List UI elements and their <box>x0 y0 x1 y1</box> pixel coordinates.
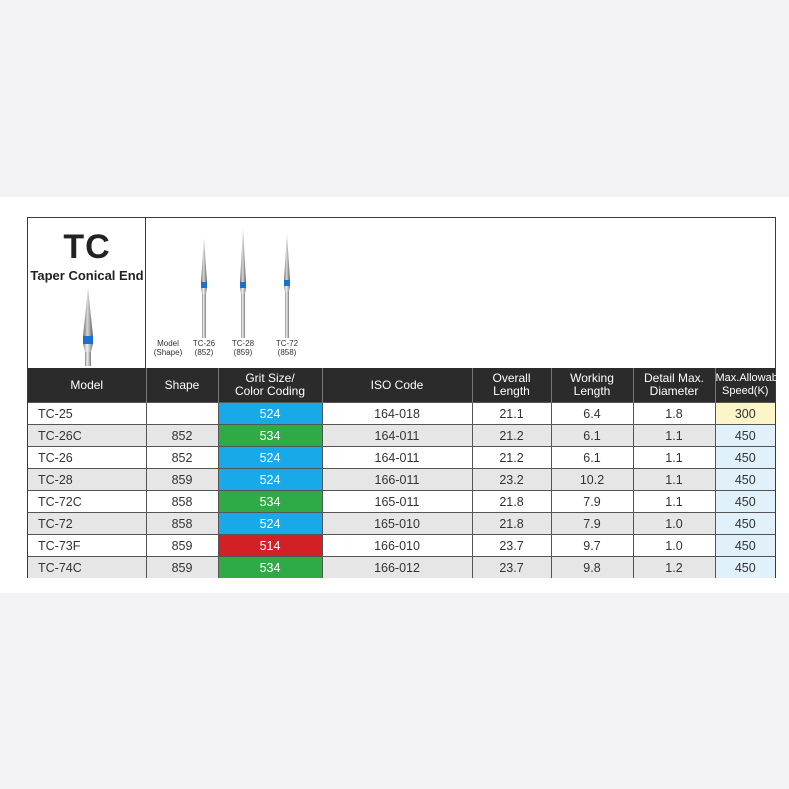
table-row <box>28 469 775 491</box>
cell-grit: 524 <box>218 513 322 535</box>
table-row <box>28 491 775 513</box>
bur-tc28-label: TC-28 (859) <box>231 339 255 357</box>
cell-speed: 450 <box>715 557 775 579</box>
cell-grit: 534 <box>218 557 322 579</box>
cell-working: 9.7 <box>551 535 633 557</box>
cell-speed: 450 <box>715 491 775 513</box>
col-speed: Max.Allowable Speed(K) <box>715 368 775 403</box>
cell-diameter: 1.1 <box>633 447 715 469</box>
col-overall-length: Overall Length <box>472 368 551 403</box>
table-row <box>28 447 775 469</box>
cell-overall: 21.2 <box>472 425 551 447</box>
cell-shape: 859 <box>146 535 218 557</box>
cell-model: TC-74C <box>28 557 146 579</box>
cell-shape: 858 <box>146 513 218 535</box>
cell-model: TC-28 <box>28 469 146 491</box>
cell-diameter: 1.1 <box>633 491 715 513</box>
table-row <box>28 403 775 425</box>
cell-model: TC-72 <box>28 513 146 535</box>
cell-model: TC-25 <box>28 403 146 425</box>
cell-overall: 23.7 <box>472 557 551 579</box>
bur-tc72-image <box>280 234 294 338</box>
cell-working: 7.9 <box>551 491 633 513</box>
cell-speed: 450 <box>715 425 775 447</box>
cell-grit: 534 <box>218 491 322 513</box>
product-header <box>28 218 146 368</box>
bur-tc26-label: TC-26 (852) <box>192 339 216 357</box>
product-name: Taper Conical End <box>30 268 144 283</box>
cell-diameter: 1.0 <box>633 513 715 535</box>
cell-shape <box>146 403 218 425</box>
cell-grit: 524 <box>218 403 322 425</box>
cell-speed: 450 <box>715 469 775 491</box>
cell-working: 10.2 <box>551 469 633 491</box>
col-grit: Grit Size/ Color Coding <box>218 368 322 403</box>
cell-iso: 165-010 <box>322 513 472 535</box>
cell-working: 6.4 <box>551 403 633 425</box>
cell-model: TC-26 <box>28 447 146 469</box>
cell-overall: 23.2 <box>472 469 551 491</box>
cell-overall: 21.8 <box>472 513 551 535</box>
bur-tc72-label: TC-72 (858) <box>275 339 299 357</box>
cell-speed: 450 <box>715 447 775 469</box>
cell-working: 9.8 <box>551 557 633 579</box>
cell-model: TC-72C <box>28 491 146 513</box>
cell-speed: 450 <box>715 535 775 557</box>
cell-working: 7.9 <box>551 513 633 535</box>
cell-iso: 166-011 <box>322 469 472 491</box>
product-spec-chart <box>27 217 787 578</box>
cell-grit: 514 <box>218 535 322 557</box>
large-bur-image <box>78 286 98 366</box>
cell-diameter: 1.1 <box>633 425 715 447</box>
col-working-length: Working Length <box>551 368 633 403</box>
cell-diameter: 1.0 <box>633 535 715 557</box>
cell-model: TC-26C <box>28 425 146 447</box>
cell-shape: 859 <box>146 557 218 579</box>
cell-overall: 21.2 <box>472 447 551 469</box>
cell-iso: 166-012 <box>322 557 472 579</box>
col-model: Model <box>28 368 146 403</box>
cell-shape: 852 <box>146 425 218 447</box>
cell-working: 6.1 <box>551 425 633 447</box>
cell-iso: 164-018 <box>322 403 472 425</box>
table-row <box>28 513 775 535</box>
cell-working: 6.1 <box>551 447 633 469</box>
col-iso: ISO Code <box>322 368 472 403</box>
cell-iso: 164-011 <box>322 447 472 469</box>
cell-iso: 164-011 <box>322 425 472 447</box>
cell-diameter: 1.1 <box>633 469 715 491</box>
cell-speed: 300 <box>715 403 775 425</box>
bur-tc26-image <box>197 238 211 338</box>
table-row <box>28 425 775 447</box>
cell-shape: 858 <box>146 491 218 513</box>
cell-diameter: 1.8 <box>633 403 715 425</box>
cell-shape: 859 <box>146 469 218 491</box>
cell-diameter: 1.2 <box>633 557 715 579</box>
table-row <box>28 557 775 579</box>
cell-grit: 534 <box>218 425 322 447</box>
bur-tc28-image <box>236 228 250 338</box>
cell-iso: 165-011 <box>322 491 472 513</box>
cell-iso: 166-010 <box>322 535 472 557</box>
spec-table <box>28 368 787 578</box>
product-code: TC <box>63 228 111 266</box>
cell-overall: 23.7 <box>472 535 551 557</box>
cell-overall: 21.8 <box>472 491 551 513</box>
cell-shape: 852 <box>146 447 218 469</box>
col-shape: Shape <box>146 368 218 403</box>
table-header-row <box>28 368 775 403</box>
col-diameter: Detail Max. Diameter <box>633 368 715 403</box>
cell-speed: 450 <box>715 513 775 535</box>
shape-caption: Model (Shape) <box>153 339 183 357</box>
bur-shapes-row <box>146 218 775 368</box>
cell-overall: 21.1 <box>472 403 551 425</box>
cell-model: TC-73F <box>28 535 146 557</box>
cell-grit: 524 <box>218 447 322 469</box>
table-row <box>28 535 775 557</box>
cell-grit: 524 <box>218 469 322 491</box>
